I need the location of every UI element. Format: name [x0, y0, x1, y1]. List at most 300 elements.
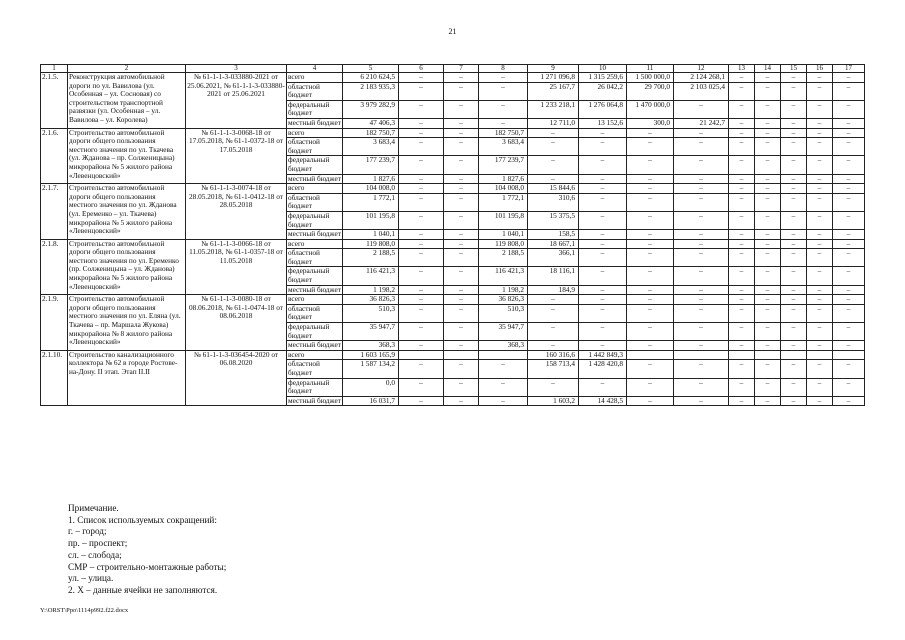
amount-cell: 300,0	[627, 118, 674, 128]
amount-cell: –	[627, 341, 674, 351]
amount-cell: 1 198,2	[343, 285, 399, 295]
column-number-header: 7	[444, 65, 479, 73]
amount-cell: –	[399, 285, 444, 295]
amount-cell: –	[674, 295, 729, 305]
amount-cell: –	[399, 118, 444, 128]
amount-cell: –	[528, 378, 579, 396]
note-line: СМР – строительно-монтажные работы;	[68, 561, 227, 572]
amount-cell: –	[807, 184, 833, 194]
amount-cell: –	[674, 378, 729, 396]
amount-cell: –	[528, 304, 579, 322]
amount-cell: –	[833, 118, 865, 128]
amount-cell: –	[444, 82, 479, 100]
note-line: г. – город;	[68, 526, 107, 537]
column-number-header: 4	[287, 65, 343, 73]
amount-cell	[729, 350, 755, 360]
amount-cell: 1 040,1	[343, 230, 399, 240]
amount-cell: 1 827,6	[479, 174, 528, 184]
amount-cell: –	[755, 193, 781, 211]
amount-cell	[833, 350, 865, 360]
amount-cell: 104 008,0	[479, 184, 528, 194]
table-row	[41, 295, 865, 305]
amount-cell: –	[444, 193, 479, 211]
amount-cell: –	[399, 82, 444, 100]
amount-cell: 3 979 282,9	[343, 100, 399, 118]
amount-cell: –	[781, 341, 807, 351]
amount-cell: –	[579, 304, 627, 322]
amount-cell: –	[627, 304, 674, 322]
amount-cell: –	[755, 138, 781, 156]
amount-cell: –	[781, 118, 807, 128]
amount-cell: 36 826,3	[479, 295, 528, 305]
amount-cell: 119 808,0	[479, 239, 528, 249]
amount-cell: –	[807, 230, 833, 240]
amount-cell: –	[807, 128, 833, 138]
page-number: 21	[448, 27, 457, 36]
amount-cell: 47 406,3	[343, 118, 399, 128]
amount-cell	[674, 350, 729, 360]
amount-cell: –	[729, 184, 755, 194]
table-row	[41, 184, 865, 194]
amount-cell: –	[755, 396, 781, 406]
amount-cell: –	[755, 230, 781, 240]
amount-cell: –	[674, 230, 729, 240]
amount-cell: –	[833, 82, 865, 100]
amount-cell: –	[781, 174, 807, 184]
amount-cell: –	[729, 211, 755, 229]
amount-cell: –	[729, 341, 755, 351]
amount-cell: –	[399, 138, 444, 156]
amount-cell: 101 195,8	[343, 211, 399, 229]
funding-source-cell: местный бюджет	[288, 285, 341, 294]
column-number-header: 1	[41, 65, 68, 73]
amount-cell: –	[627, 396, 674, 406]
amount-cell: –	[627, 249, 674, 267]
amount-cell: –	[579, 341, 627, 351]
amount-cell	[807, 350, 833, 360]
amount-cell: –	[674, 239, 729, 249]
amount-cell: –	[729, 118, 755, 128]
amount-cell: –	[833, 73, 865, 83]
column-number-header: 9	[528, 65, 579, 73]
amount-cell: 158,5	[528, 230, 579, 240]
amount-cell: –	[399, 360, 444, 378]
amount-cell: –	[781, 156, 807, 174]
amount-cell: 1 470 000,0	[627, 100, 674, 118]
amount-cell: –	[579, 128, 627, 138]
amount-cell: –	[781, 138, 807, 156]
amount-cell: 21 242,7	[674, 118, 729, 128]
amount-cell: –	[729, 295, 755, 305]
amount-cell: –	[833, 184, 865, 194]
amount-cell: –	[729, 73, 755, 83]
amount-cell: –	[579, 184, 627, 194]
amount-cell: –	[399, 295, 444, 305]
amount-cell: –	[444, 211, 479, 229]
amount-cell: –	[444, 341, 479, 351]
amount-cell: –	[833, 230, 865, 240]
funding-source-cell: местный бюджет	[288, 229, 341, 239]
amount-cell: 1 772,1	[479, 193, 528, 211]
amount-cell: –	[579, 156, 627, 174]
amount-cell: –	[729, 82, 755, 100]
amount-cell: 1 428 420,8	[579, 360, 627, 378]
project-name-cell: Строительство автомобильной дороги общего пользования местного значения по ул. Жданова (ул. Еременко – ул. Ткачева) микрорайона № 5 жилого района «Левенцовский»	[68, 184, 186, 240]
amount-cell: –	[833, 174, 865, 184]
amount-cell: –	[528, 128, 579, 138]
funding-source-cell: всего	[287, 350, 343, 360]
amount-cell: 3 683,4	[343, 138, 399, 156]
column-number-header: 16	[807, 65, 833, 73]
amount-cell: –	[579, 230, 627, 240]
amount-cell: –	[807, 138, 833, 156]
amount-cell: –	[755, 295, 781, 305]
amount-cell: 14 428,5	[579, 396, 627, 406]
amount-cell: –	[755, 174, 781, 184]
amount-cell: –	[729, 128, 755, 138]
amount-cell: –	[833, 128, 865, 138]
project-documents-cell: № 61-1-1-3-0080-18 от 08.06.2018, № 61-1-0474-18 от 08.06.2018	[186, 295, 287, 351]
amount-cell: –	[729, 378, 755, 396]
amount-cell: 177 239,7	[479, 156, 528, 174]
amount-cell: 2 188,5	[479, 249, 528, 267]
project-number-cell: 2.1.10.	[41, 350, 68, 406]
amount-cell: –	[807, 211, 833, 229]
amount-cell: –	[479, 396, 528, 406]
amount-cell	[627, 350, 674, 360]
amount-cell: –	[807, 323, 833, 341]
amount-cell: 184,9	[528, 285, 579, 295]
amount-cell: –	[729, 323, 755, 341]
notes-section	[68, 503, 226, 597]
column-number-header: 13	[729, 65, 755, 73]
amount-cell: –	[444, 239, 479, 249]
amount-cell: –	[399, 128, 444, 138]
amount-cell: –	[781, 267, 807, 285]
amount-cell: –	[444, 267, 479, 285]
amount-cell: –	[479, 100, 528, 118]
amount-cell: 2 183 935,3	[343, 82, 399, 100]
amount-cell: –	[833, 211, 865, 229]
amount-cell: –	[755, 239, 781, 249]
amount-cell: –	[399, 341, 444, 351]
amount-cell: –	[579, 211, 627, 229]
document-file-path: Y:\ORST\Ppo\1114p992.f22.docx	[40, 607, 129, 614]
amount-cell: –	[755, 118, 781, 128]
amount-cell: –	[627, 323, 674, 341]
amount-cell: –	[399, 378, 444, 396]
amount-cell: –	[781, 128, 807, 138]
amount-cell: –	[444, 73, 479, 83]
amount-cell	[399, 350, 444, 360]
note-line: ул. – улица.	[68, 573, 114, 584]
amount-cell: 2 188,5	[343, 249, 399, 267]
amount-cell: –	[755, 360, 781, 378]
project-number-cell: 2.1.7.	[41, 184, 68, 240]
funding-source-cell: федеральный бюджет	[287, 211, 343, 229]
amount-cell: –	[579, 285, 627, 295]
amount-cell: 104 008,0	[343, 184, 399, 194]
amount-cell: –	[399, 304, 444, 322]
amount-cell: –	[729, 239, 755, 249]
amount-cell: –	[674, 174, 729, 184]
amount-cell: –	[444, 100, 479, 118]
amount-cell: –	[729, 230, 755, 240]
note-line: 1. Список используемых сокращений:	[68, 514, 217, 525]
amount-cell: 35 947,7	[343, 323, 399, 341]
amount-cell: –	[833, 295, 865, 305]
amount-cell: –	[399, 239, 444, 249]
program-table	[40, 64, 865, 406]
amount-cell: –	[807, 295, 833, 305]
funding-source-cell: федеральный бюджет	[287, 100, 343, 118]
amount-cell: –	[627, 174, 674, 184]
amount-cell: 1 271 096,8	[528, 73, 579, 83]
funding-source-cell: местный бюджет	[288, 340, 341, 350]
column-number-header-row	[41, 65, 865, 73]
amount-cell: –	[444, 323, 479, 341]
amount-cell: –	[755, 100, 781, 118]
amount-cell: 2 124 268,1	[674, 73, 729, 83]
note-line: сл. – слобода;	[68, 549, 122, 560]
amount-cell: 160 316,6	[528, 350, 579, 360]
funding-source-cell: областной бюджет	[287, 193, 343, 211]
column-number-header: 12	[674, 65, 729, 73]
amount-cell: –	[399, 249, 444, 267]
amount-cell: –	[674, 128, 729, 138]
column-number-header: 2	[68, 65, 186, 73]
amount-cell: –	[399, 396, 444, 406]
amount-cell: –	[627, 285, 674, 295]
amount-cell: 1 827,6	[343, 174, 399, 184]
column-number-header: 3	[186, 65, 287, 73]
amount-cell: 510,3	[343, 304, 399, 322]
funding-source-cell: всего	[287, 73, 343, 83]
amount-cell: –	[807, 239, 833, 249]
amount-cell: –	[444, 128, 479, 138]
amount-cell: –	[833, 304, 865, 322]
amount-cell: 25 167,7	[528, 82, 579, 100]
amount-cell: –	[479, 118, 528, 128]
amount-cell: –	[399, 184, 444, 194]
amount-cell: –	[781, 304, 807, 322]
amount-cell: –	[807, 341, 833, 351]
amount-cell: –	[627, 239, 674, 249]
funding-source-cell: областной бюджет	[287, 138, 343, 156]
funding-source-cell: всего	[287, 295, 343, 305]
amount-cell: –	[674, 304, 729, 322]
amount-cell: –	[579, 267, 627, 285]
amount-cell: –	[479, 73, 528, 83]
amount-cell: –	[807, 174, 833, 184]
amount-cell: –	[781, 211, 807, 229]
amount-cell: –	[781, 73, 807, 83]
amount-cell: –	[807, 249, 833, 267]
amount-cell: –	[807, 82, 833, 100]
amount-cell: –	[755, 267, 781, 285]
amount-cell: –	[833, 396, 865, 406]
amount-cell: –	[444, 396, 479, 406]
amount-cell: –	[579, 138, 627, 156]
amount-cell: 16 031,7	[343, 396, 399, 406]
amount-cell: 13 152,6	[579, 118, 627, 128]
amount-cell: –	[755, 184, 781, 194]
amount-cell: 15 375,5	[528, 211, 579, 229]
amount-cell: 3 683,4	[479, 138, 528, 156]
column-number-header: 5	[343, 65, 399, 73]
funding-source-cell: федеральный бюджет	[287, 267, 343, 285]
amount-cell: 1 603,2	[528, 396, 579, 406]
amount-cell: 310,6	[528, 193, 579, 211]
amount-cell: 18 116,1	[528, 267, 579, 285]
amount-cell: –	[755, 73, 781, 83]
amount-cell: 182 750,7	[343, 128, 399, 138]
amount-cell: –	[399, 100, 444, 118]
amount-cell: –	[833, 249, 865, 267]
amount-cell: –	[781, 249, 807, 267]
amount-cell: –	[674, 323, 729, 341]
amount-cell: –	[807, 156, 833, 174]
amount-cell: –	[627, 295, 674, 305]
amount-cell: –	[807, 304, 833, 322]
amount-cell: –	[729, 360, 755, 378]
column-number-header: 14	[755, 65, 781, 73]
amount-cell: 510,3	[479, 304, 528, 322]
amount-cell: –	[781, 360, 807, 378]
amount-cell: –	[479, 360, 528, 378]
amount-cell: –	[755, 378, 781, 396]
amount-cell: –	[627, 138, 674, 156]
amount-cell: –	[627, 184, 674, 194]
amount-cell: 101 195,8	[479, 211, 528, 229]
amount-cell: –	[807, 73, 833, 83]
table-body	[41, 73, 865, 406]
amount-cell: –	[444, 304, 479, 322]
amount-cell: –	[444, 249, 479, 267]
amount-cell: –	[579, 249, 627, 267]
project-documents-cell: № 61-1-1-3-033880-2021 от 25.06.2021, № 61-1-1-3-033880-2021 от 25.06.2021	[186, 73, 287, 129]
amount-cell: –	[833, 138, 865, 156]
amount-cell: –	[399, 267, 444, 285]
amount-cell: –	[528, 138, 579, 156]
amount-cell: 1 500 000,0	[627, 73, 674, 83]
amount-cell: –	[807, 360, 833, 378]
amount-cell: –	[674, 249, 729, 267]
amount-cell: –	[528, 323, 579, 341]
amount-cell: –	[674, 184, 729, 194]
amount-cell: 116 421,3	[479, 267, 528, 285]
project-name-cell: Строительство автомобильной дороги общего пользования местного значения по ул. Еременко (пр. Солженицына – ул. Жданова) микрорайона № 5 жилого района «Левенцовский»	[68, 239, 186, 295]
amount-cell: –	[807, 267, 833, 285]
amount-cell: –	[755, 304, 781, 322]
amount-cell: –	[755, 341, 781, 351]
project-documents-cell: № 61-1-1-3-0074-18 от 28.05.2018, № 61-1-0412-18 от 28.05.2018	[186, 184, 287, 240]
column-number-header: 15	[781, 65, 807, 73]
amount-cell: –	[528, 341, 579, 351]
amount-cell: –	[674, 285, 729, 295]
funding-source-cell: местный бюджет	[288, 118, 341, 127]
project-number-cell: 2.1.9.	[41, 295, 68, 351]
amount-cell: 368,3	[479, 341, 528, 351]
amount-cell: –	[781, 295, 807, 305]
amount-cell: –	[781, 100, 807, 118]
amount-cell: –	[781, 378, 807, 396]
amount-cell: –	[444, 378, 479, 396]
amount-cell: –	[781, 323, 807, 341]
table-row	[41, 350, 865, 360]
amount-cell	[755, 350, 781, 360]
amount-cell: –	[579, 323, 627, 341]
amount-cell: –	[729, 304, 755, 322]
project-number-cell: 2.1.5.	[41, 73, 68, 129]
amount-cell: –	[807, 285, 833, 295]
amount-cell: 158 713,4	[528, 360, 579, 378]
amount-cell: –	[399, 73, 444, 83]
amount-cell: –	[674, 360, 729, 378]
amount-cell: –	[755, 249, 781, 267]
amount-cell: –	[755, 82, 781, 100]
amount-cell: –	[833, 156, 865, 174]
amount-cell: –	[528, 174, 579, 184]
amount-cell	[444, 350, 479, 360]
amount-cell: –	[781, 230, 807, 240]
amount-cell: –	[627, 230, 674, 240]
amount-cell: –	[579, 295, 627, 305]
amount-cell: –	[833, 323, 865, 341]
amount-cell: –	[444, 184, 479, 194]
amount-cell: 18 667,1	[528, 239, 579, 249]
amount-cell: 1 603 165,9	[343, 350, 399, 360]
amount-cell: –	[781, 193, 807, 211]
amount-cell: –	[833, 285, 865, 295]
amount-cell: 366,1	[528, 249, 579, 267]
amount-cell: –	[807, 193, 833, 211]
amount-cell: –	[833, 267, 865, 285]
amount-cell: –	[627, 360, 674, 378]
amount-cell: 35 947,7	[479, 323, 528, 341]
table-row	[41, 239, 865, 249]
amount-cell: 182 750,7	[479, 128, 528, 138]
amount-cell: 368,3	[343, 341, 399, 351]
project-name-cell: Строительство автомобильной дороги общего пользования местного значения по ул. Ткачева (ул. Жданова – пр. Солженицына) микрорайона № 5 жилого района «Левенцовский»	[68, 128, 186, 184]
amount-cell: –	[399, 230, 444, 240]
amount-cell: –	[833, 341, 865, 351]
amount-cell: –	[479, 378, 528, 396]
amount-cell: –	[674, 193, 729, 211]
amount-cell: –	[528, 156, 579, 174]
project-name-cell: Реконструкция автомобильной дороги по ул. Вавилова (ул. Особенная – ул. Сосновая) со строительством транспортной развязки (ул. Особенная – ул. Вавилова – ул. Королева)	[68, 73, 186, 129]
funding-source-cell: областной бюджет	[287, 360, 343, 378]
amount-cell: –	[674, 156, 729, 174]
amount-cell: –	[755, 285, 781, 295]
table-row	[41, 73, 865, 83]
amount-cell: 1 233 218,1	[528, 100, 579, 118]
amount-cell: 177 239,7	[343, 156, 399, 174]
column-number-header: 8	[479, 65, 528, 73]
amount-cell: 1 772,1	[343, 193, 399, 211]
amount-cell: –	[444, 174, 479, 184]
amount-cell: –	[833, 360, 865, 378]
amount-cell: –	[444, 360, 479, 378]
amount-cell: 26 042,2	[579, 82, 627, 100]
funding-source-cell: всего	[287, 184, 343, 194]
column-number-header: 10	[579, 65, 627, 73]
amount-cell: –	[399, 211, 444, 229]
amount-cell: 36 826,3	[343, 295, 399, 305]
amount-cell: –	[833, 378, 865, 396]
amount-cell: 1 442 849,3	[579, 350, 627, 360]
amount-cell: –	[833, 239, 865, 249]
